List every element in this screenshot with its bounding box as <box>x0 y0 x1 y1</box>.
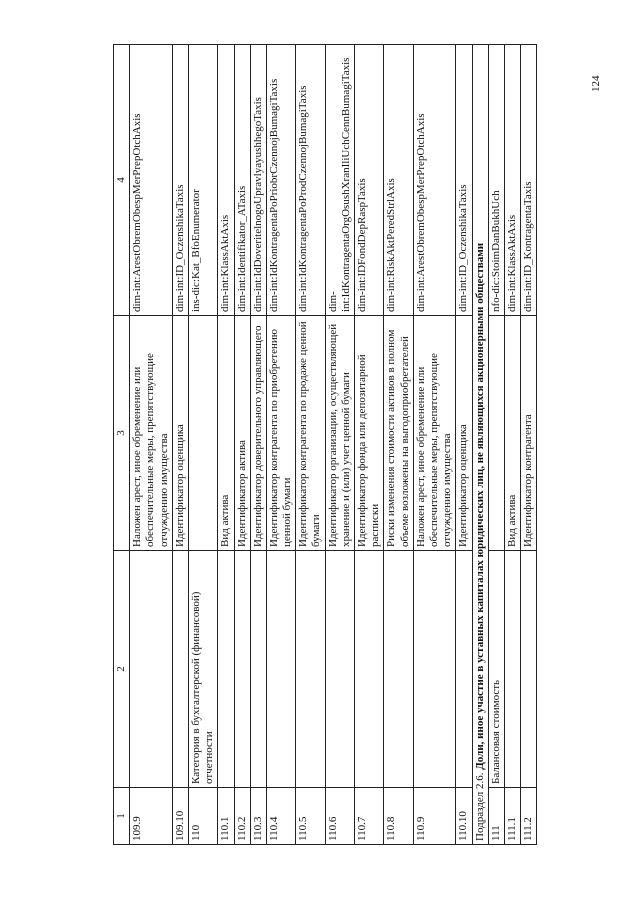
table-row <box>172 45 188 845</box>
table-row <box>355 45 384 845</box>
header-col-2: 2 <box>114 551 130 788</box>
table-row <box>218 45 234 845</box>
row-code: dim-int:ID_OczenshikaTaxis <box>456 45 472 316</box>
row-name: Идентификатор контрагента по приобретению ценной бумаги <box>266 316 295 551</box>
row-code: dim-int:IdKontragentaPoProdCzennojBumagiTaxis <box>296 45 325 316</box>
row-code: dim-int:IdKontragentaPoPriobrCzennojBumagiTaxis <box>266 45 295 316</box>
row-category <box>504 551 520 788</box>
table-body-section <box>472 45 488 845</box>
row-category <box>172 551 188 788</box>
row-number: 109.9 <box>130 788 173 845</box>
row-name: Вид актива <box>504 316 520 551</box>
row-code: dim-int:IdKontragentaOrgOsushXranIliUchCennBumagiTaxis <box>325 45 354 316</box>
row-category <box>250 551 266 788</box>
row-number: 109.10 <box>172 788 188 845</box>
section-title: Доли, иное участие в уставных капиталах юридических лиц, не являющихся акционерными обществами <box>473 242 486 770</box>
row-number: 110.4 <box>266 788 295 845</box>
row-name <box>188 316 217 551</box>
table-row <box>296 45 325 845</box>
row-name <box>488 316 504 551</box>
table-row <box>384 45 413 845</box>
row-number: 110.7 <box>355 788 384 845</box>
table-row <box>130 45 173 845</box>
row-number: 111 <box>488 788 504 845</box>
row-number: 110.5 <box>296 788 325 845</box>
row-number: 110.8 <box>384 788 413 845</box>
table-body-main <box>130 45 472 845</box>
row-code: dim-int:RiskAktPeredStrlAxis <box>384 45 413 316</box>
table-row <box>250 45 266 845</box>
row-code: dim-int:IDFondDepRaspTaxis <box>355 45 384 316</box>
row-number: 110.1 <box>218 788 234 845</box>
row-number: 110.2 <box>234 788 250 845</box>
row-number: 110 <box>188 788 217 845</box>
header-col-3: 3 <box>114 316 130 551</box>
table-row <box>413 45 456 845</box>
section-heading <box>472 45 488 845</box>
row-category <box>234 551 250 788</box>
header-col-4: 4 <box>114 45 130 316</box>
header-col-1: 1 <box>114 788 130 845</box>
table-row <box>488 45 504 845</box>
row-number: 110.6 <box>325 788 354 845</box>
row-category <box>413 551 456 788</box>
row-name: Вид актива <box>218 316 234 551</box>
rotated-table-container <box>113 57 575 845</box>
section-row <box>472 45 488 845</box>
row-category: Категория в бухгалтерской (финансовой) отчетности <box>188 551 217 788</box>
row-code: dim-int:ArestObremObespMerPrepOtchAxis <box>413 45 456 316</box>
row-number: 110.3 <box>250 788 266 845</box>
table-header-row <box>114 45 130 845</box>
row-code: dim-int:ID_OczenshikaTaxis <box>172 45 188 316</box>
row-category <box>384 551 413 788</box>
row-category <box>218 551 234 788</box>
row-category <box>521 551 537 788</box>
row-name: Идентификатор оценщика <box>456 316 472 551</box>
row-code: nfo-dic:StoimDanBukhUch <box>488 45 504 316</box>
table-row <box>504 45 520 845</box>
row-category <box>456 551 472 788</box>
row-name: Риски изменения стоимости активов в полном объеме возложены на выгодоприобретателей <box>384 316 413 551</box>
section-prefix: Подраздел 2.6. <box>473 772 486 841</box>
table-row <box>188 45 217 845</box>
row-code: dim-int:ID_KontragentaTaxis <box>521 45 537 316</box>
row-name: Идентификатор организации, осуществляющей хранение и (или) учет ценной бумаги <box>325 316 354 551</box>
row-code: dim-int:ArestObremObespMerPrepOtchAxis <box>130 45 173 316</box>
row-number: 110.9 <box>413 788 456 845</box>
row-number: 111.2 <box>521 788 537 845</box>
row-name: Идентификатор актива <box>234 316 250 551</box>
table-row <box>521 45 537 845</box>
row-name: Идентификатор доверительного управляющего <box>250 316 266 551</box>
row-name: Идентификатор фонда или депозитарной расписки <box>355 316 384 551</box>
table-body-section-rows <box>488 45 537 845</box>
row-category <box>266 551 295 788</box>
row-code: ins-dic:Kat_BfoEnumerator <box>188 45 217 316</box>
row-name: Наложен арест, иное обременение или обеспечительные меры, препятствующие отчуждению имущества <box>413 316 456 551</box>
row-code: dim-int:KlassAktAxis <box>504 45 520 316</box>
row-category <box>325 551 354 788</box>
row-name: Наложен арест, иное обременение или обеспечительные меры, препятствующие отчуждению имущества <box>130 316 173 551</box>
table-row <box>234 45 250 845</box>
table-row <box>456 45 472 845</box>
table-row <box>266 45 295 845</box>
table-row <box>325 45 354 845</box>
row-code: dim-int:Identifikator_ATaxis <box>234 45 250 316</box>
row-category <box>130 551 173 788</box>
row-number: 110.10 <box>456 788 472 845</box>
row-name: Идентификатор оценщика <box>172 316 188 551</box>
row-code: dim-int:KlassAktAxis <box>218 45 234 316</box>
page-number: 124 <box>590 75 602 92</box>
row-code: dim-int:IdDoveritelnogoUpravlyayushhegoTaxis <box>250 45 266 316</box>
row-name: Идентификатор контрагента <box>521 316 537 551</box>
row-name: Идентификатор контрагента по продаже ценной бумаги <box>296 316 325 551</box>
row-category <box>355 551 384 788</box>
data-table <box>113 44 537 845</box>
row-number: 111.1 <box>504 788 520 845</box>
row-category <box>296 551 325 788</box>
row-category: Балансовая стоимость <box>488 551 504 788</box>
